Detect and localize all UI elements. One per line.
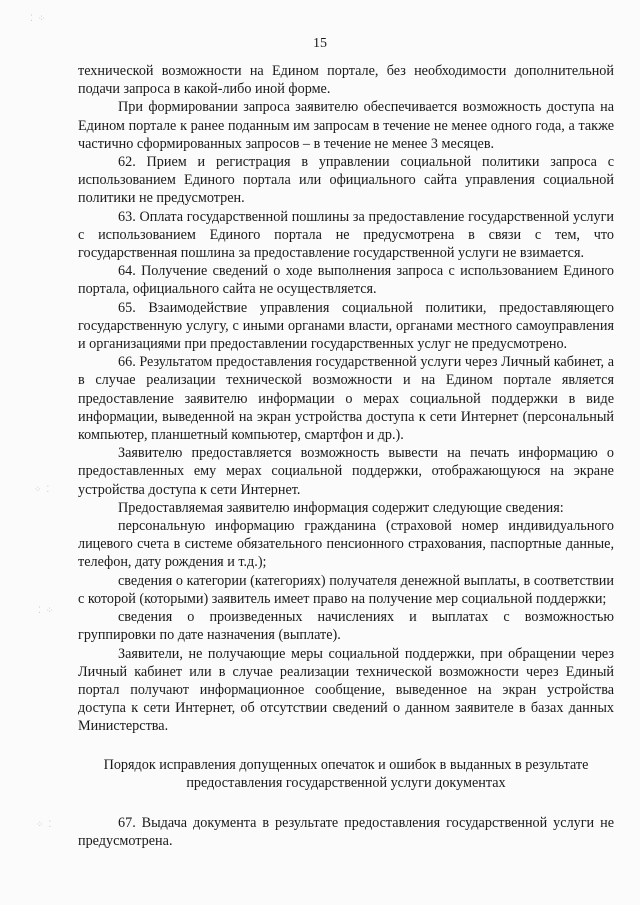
- paragraph: Заявителю предоставляется возможность вывести на печать информацию о предоставленных ему мерах социальной поддержки, отображающуюся на экране устройства доступа к сети Интернет.: [78, 445, 614, 498]
- paragraph: 64. Получение сведений о ходе выполнения запроса с использованием Единого портала, официального сайта не осуществляется.: [78, 263, 614, 298]
- paragraph: 62. Прием и регистрация в управлении социальной политики запроса с использованием Единого портала или официального сайта управления социальной политики не предусмотрен.: [78, 154, 614, 207]
- paragraph: Предоставляемая заявителю информация содержит следующие сведения:: [118, 499, 564, 516]
- document-body: [78, 62, 614, 850]
- paragraph: сведения о категории (категориях) получателя денежной выплаты, в соответствии с которой (которыми) заявитель имеет право на получение мер социальной поддержки;: [78, 572, 614, 607]
- paragraph: технической возможности на Едином портале, без необходимости дополнительной подачи запроса в какой-либо иной форме.: [78, 63, 614, 98]
- paragraph: При формировании запроса заявителю обеспечивается возможность доступа на Едином портале к ранее поданным им запросам в течение не менее одного года, а также частично сформированных запросов – в течение не менее 3 месяцев.: [78, 99, 614, 152]
- paragraph: 66. Результатом предоставления государственной услуги через Личный кабинет, а в случае реализации технической возможности и на Едином портале является предоставление заявителю информации о мерах социальной поддержки в виде информации, выведенной на экран устройства доступа к сети Интернет (персональный компьютер, планшетный компьютер, смартфон и др.).: [78, 354, 614, 444]
- paragraph: персональную информацию гражданина (страховой номер индивидуального лицевого счета в системе обязательного пенсионного страхования, паспортные данные, телефон, дату рождения и т.д.);: [78, 518, 614, 571]
- paragraph: Заявители, не получающие меры социальной поддержки, при обращении через Личный кабинет или в случае реализации технической возможности через Единый портал получают информационное сообщение, выведенное на экран устройства доступа к сети Интернет, об отсутствии сведений о данном заявителе в базах данных Министерства.: [78, 645, 614, 735]
- scan-artifact: ⁘ ⁚: [34, 485, 51, 495]
- section-heading: Порядок исправления допущенных опечаток и ошибок в выданных в результате предоставления государственной услуги документах: [103, 756, 589, 791]
- paragraph: 63. Оплата государственной пошлины за предоставление государственной услуги с использованием Единого портала не предусмотрена в связи с тем, что государственная пошлина за предоставление государственной услуги не взимается.: [78, 208, 614, 262]
- page-number: 15: [313, 36, 327, 51]
- paragraph: 67. Выдача документа в результате предоставления государственной услуги не предусмотрена.: [78, 814, 614, 850]
- scan-artifact: ⁚ ⁘: [30, 14, 47, 24]
- paragraph: 65. Взаимодействие управления социальной политики, предоставляющего государственную услугу, с иными органами власти, органами местного самоуправления и организациями при предоставлении государственных услуг не предусмотрено.: [78, 299, 614, 353]
- scan-artifact: ⁚ ⁘: [38, 606, 55, 616]
- scan-artifact: ⁘ ⁚: [36, 820, 53, 830]
- paragraph: сведения о произведенных начислениях и выплатах с возможностью группировки по дате назначения (выплате).: [78, 609, 614, 644]
